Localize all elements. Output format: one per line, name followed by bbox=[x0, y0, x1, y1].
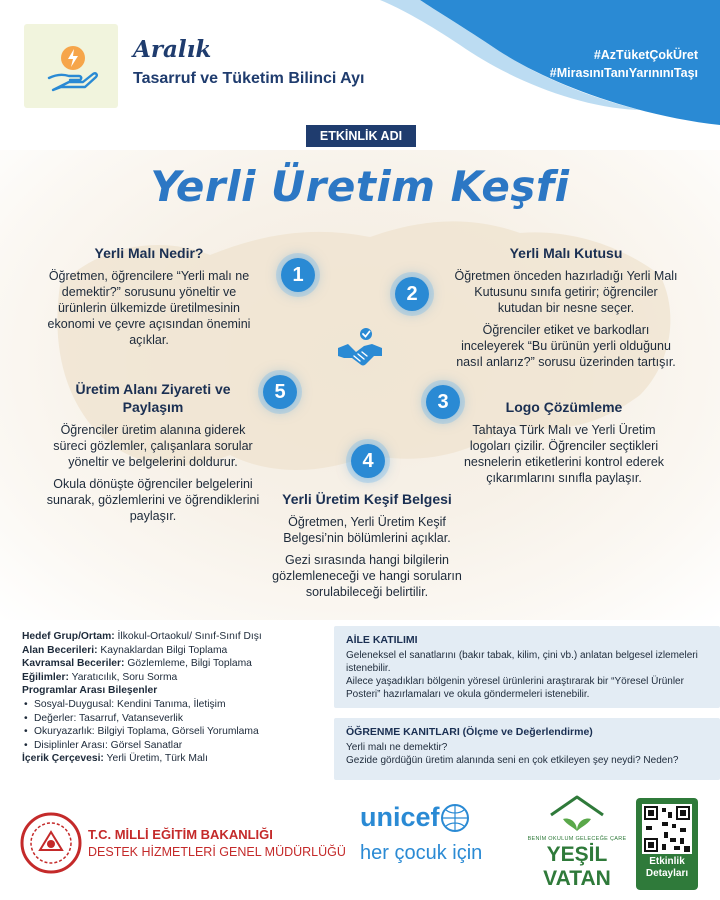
qr-code-icon[interactable] bbox=[642, 804, 692, 854]
meb-title: T.C. MİLLİ EĞİTİM BAKANLIĞI bbox=[88, 827, 273, 842]
step-number-5: 5 bbox=[263, 375, 297, 409]
family-title: AİLE KATILIMI bbox=[346, 634, 418, 646]
step-5-title: Üretim Alanı Ziyareti ve Paylaşım bbox=[75, 381, 231, 415]
handshake-icon bbox=[336, 326, 384, 372]
content-framework: İçerik Çerçevesi: Yerli Üretim, Türk Malı bbox=[22, 753, 208, 765]
program-item: • Değerler: Tasarruf, Vatanseverlik bbox=[22, 712, 332, 726]
family-text-1: Geleneksel el sanatlarını (bakır tabak, kilim, çini vb.) anlatan belgesel izlemeleri istenebilir. bbox=[346, 650, 698, 674]
evidence-question-2: Gezide gördüğün üretim alanında seni en çok etkileyen şey neydi? Neden? bbox=[346, 755, 679, 766]
step-5-text-1: Öğrenciler üretim alanına giderek süreci gözlemler, çalışanlara sorular yöneltir ve belgelerini doldurur. bbox=[53, 423, 253, 469]
step-3 bbox=[460, 398, 668, 492]
family-text-2: Ailece yaşadıkları bölgenin yöresel ürünlerini araştırarak bir “Yöresel Ürünler Posteri” hazırlamaları ve okula göndermeleri istenebilir. bbox=[346, 676, 684, 700]
step-5-text-2: Okula dönüşte öğrenciler belgelerini sunarak, gözlemlerini ve öğrendiklerini paylaşır. bbox=[46, 477, 260, 523]
step-1 bbox=[40, 244, 258, 354]
yesil-vatan-title: YEŞİL VATAN bbox=[543, 843, 611, 890]
program-item: • Disiplinler Arası: Görsel Sanatlar bbox=[22, 739, 332, 753]
step-2-title: Yerli Malı Kutusu bbox=[509, 245, 623, 261]
step-2-text-1: Öğretmen önceden hazırladığı Yerli Malı Kutusunu sınıfa getirir; öğrenciler kutudan bir nesne seçer. bbox=[454, 269, 678, 315]
step-2-text-2: Öğrenciler etiket ve barkodları inceleyerek “Bu ürünün yerli olduğunu nasıl anlarız?” sorusu üzerinden tartışır. bbox=[456, 323, 676, 369]
step-number-2: 2 bbox=[395, 277, 429, 311]
field-skills: Alan Becerileri: Kaynaklardan Bilgi Toplama bbox=[22, 644, 228, 656]
step-number-1: 1 bbox=[281, 258, 315, 292]
meb-subtitle: DESTEK HİZMETLERİ GENEL MÜDÜRLÜĞÜ bbox=[88, 845, 346, 859]
header-wave bbox=[380, 0, 720, 125]
activity-info bbox=[22, 630, 332, 766]
evidence-question-1: Yerli malı ne demektir? bbox=[346, 742, 448, 753]
month-logo bbox=[24, 24, 118, 108]
activity-title: Yerli Üretim Keşfi bbox=[150, 162, 570, 211]
unicef-emblem-icon bbox=[440, 803, 470, 833]
yesil-vatan-slogan: BENİM OKULUM GELECEĞE ÇARE bbox=[527, 836, 627, 842]
yesil-vatan-house-icon bbox=[547, 793, 607, 835]
tendencies: Eğilimler: Yaratıcılık, Soru Sorma bbox=[22, 671, 178, 683]
learning-evidence-box bbox=[334, 718, 720, 780]
step-3-text: Tahtaya Türk Malı ve Yerli Üretim logoları çizilir. Öğrenciler seçtikleri nesnelerin etiketlerini kontrol ederek çıkarımlarını sınıfla paylaşır. bbox=[463, 423, 665, 485]
hand-energy-icon bbox=[43, 38, 99, 94]
step-1-text: Öğretmen, öğrencilere “Yerli malı ne demektir?” sorusunu yöneltir ve ürünlerin ülkemizde üretilmesinin ekonomi ve çevre açısından önemini açıklar. bbox=[47, 269, 251, 347]
step-4-text-2: Gezi sırasında hangi bilgilerin gözlemleneceği ve hangi soruların sorulabileceği belirtilir. bbox=[272, 553, 462, 599]
step-4-title: Yerli Üretim Keşif Belgesi bbox=[282, 491, 452, 507]
month-subtitle: Tasarruf ve Tüketim Bilinci Ayı bbox=[133, 70, 365, 87]
hashtag-2: #MirasınıTanıYarınınıTaşı bbox=[549, 66, 698, 80]
step-number-4: 4 bbox=[351, 444, 385, 478]
programs-heading: Programlar Arası Bileşenler bbox=[22, 685, 158, 697]
meb-logo bbox=[20, 812, 82, 874]
month-title: Aralık bbox=[133, 36, 212, 63]
step-3-title: Logo Çözümleme bbox=[505, 399, 623, 415]
activity-label: ETKİNLİK ADI bbox=[306, 125, 416, 147]
evidence-title: ÖĞRENME KANITLARI (Ölçme ve Değerlendirme) bbox=[346, 726, 593, 738]
program-item: • Okuryazarlık: Bilgiyi Toplama, Görseli Yorumlama bbox=[22, 725, 332, 739]
target-group: Hedef Grup/Ortam: İlkokul-Ortaokul/ Sınıf-Sınıf Dışı bbox=[22, 631, 262, 642]
step-number-3: 3 bbox=[426, 385, 460, 419]
hashtag-1: #AzTüketÇokÜret bbox=[593, 48, 698, 62]
step-5 bbox=[44, 380, 262, 530]
program-item: • Sosyal-Duygusal: Kendini Tanıma, İletişim bbox=[22, 698, 332, 712]
qr-code-card[interactable] bbox=[636, 798, 698, 890]
qr-label: Etkinlik Detayları bbox=[645, 856, 689, 879]
step-1-title: Yerli Malı Nedir? bbox=[94, 245, 204, 261]
conceptual-skills: Kavramsal Beceriler: Gözlemleme, Bilgi Toplama bbox=[22, 658, 252, 670]
unicef-logo-text: unicef bbox=[360, 802, 440, 832]
step-4 bbox=[262, 490, 472, 606]
unicef-tagline: her çocuk için bbox=[360, 842, 483, 864]
family-participation-box bbox=[334, 626, 720, 708]
step-4-text-1: Öğretmen, Yerli Üretim Keşif Belgesi’nin bölümlerini açıklar. bbox=[283, 515, 451, 545]
step-2 bbox=[452, 244, 680, 376]
